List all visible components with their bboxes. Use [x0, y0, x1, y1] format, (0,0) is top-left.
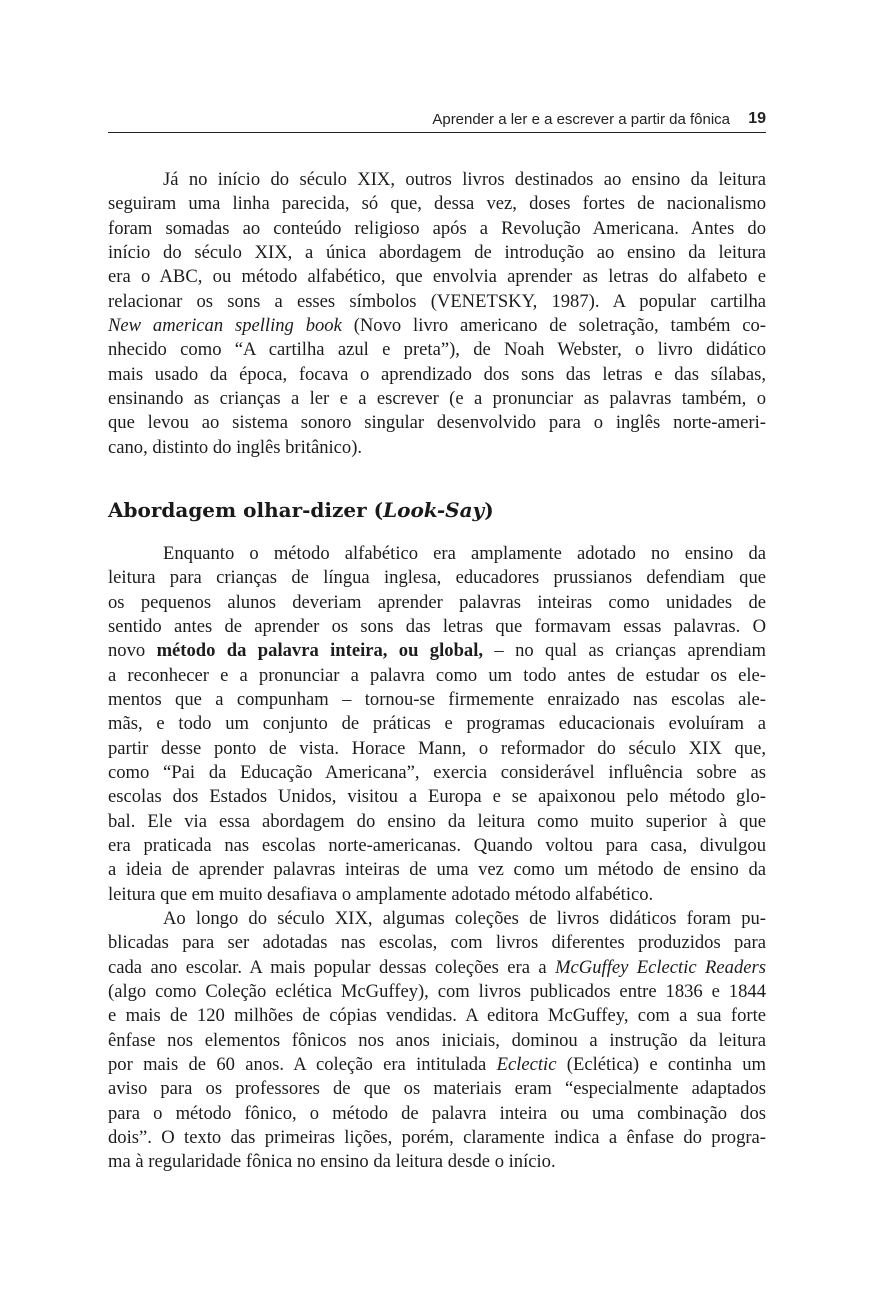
text-line: Enquanto o método alfabético era amplamente adotado no ensino da: [163, 543, 766, 564]
text-span: novo: [108, 640, 157, 662]
paragraph-intro: [108, 168, 766, 460]
bold-term: método da palavra inteira, ou global,: [156, 640, 484, 662]
text-line: como “Pai da Educação Americana”, exercia considerável influência sobre as: [108, 762, 766, 784]
text-line: e mais de 120 milhões de cópias vendidas. A editora McGuffey, com a sua forte: [108, 1005, 766, 1027]
text-line: ensinando as crianças a ler e a escrever (e a pronunciar as palavras também, o: [108, 388, 766, 410]
text-line: a ideia de aprender palavras inteiras de uma vez como um método de ensino da: [108, 859, 766, 881]
text-line: leitura para crianças de língua inglesa, educadores prussianos defendiam que: [108, 567, 766, 589]
text-line: sentido antes de aprender os sons das letras que formavam essas palavras. O: [108, 616, 766, 638]
text-line: Já no início do século XIX, outros livros destinados ao ensino da leitura: [163, 169, 766, 190]
text-span: cada ano escolar. A mais popular dessas coleções era a: [108, 956, 556, 978]
text-line: blicadas para ser adotadas nas escolas, com livros diferentes produzidos para: [108, 932, 766, 954]
text-line: mentos que a compunham – tornou-se firmemente enraizado nas escolas ale-: [108, 689, 766, 711]
text-line: [108, 956, 766, 980]
text-line: relacionar os sons a esses símbolos (VENETSKY, 1987). A popular cartilha: [108, 290, 766, 312]
book-title-italic: New american spelling book: [108, 315, 342, 337]
text-line: aviso para os professores de que os materiais eram “especialmente adaptados: [108, 1078, 766, 1100]
paragraph-look-say: [108, 542, 766, 907]
section-heading: [108, 498, 494, 522]
text-line: bal. Ele via essa abordagem do ensino da leitura como muito superior à que: [108, 810, 766, 832]
text-line: para o método fônico, o método de palavra inteira ou uma combinação dos: [108, 1102, 766, 1124]
text-span: (Eclética) e continha um: [556, 1054, 766, 1076]
text-line: nhecido como “A cartilha azul e preta”), de Noah Webster, o livro didático: [108, 339, 766, 361]
text-span: – no qual as crianças aprendiam: [483, 640, 766, 662]
text-line: dois”. O texto das primeiras lições, porém, claramente indica a ênfase do progra-: [108, 1127, 766, 1149]
text-line: cano, distinto do inglês britânico).: [108, 436, 363, 458]
paragraph-mcguffey: [108, 907, 766, 1175]
heading-italic: Look-Say: [383, 498, 485, 522]
text-line: início do século XIX, a única abordagem de introdução ao ensino da leitura: [108, 242, 766, 264]
text-span: (Novo livro americano de soletração, também co-: [341, 315, 767, 337]
text-line: ma à regularidade fônica no ensino da leitura desde o início.: [108, 1151, 556, 1173]
text-line: seguiram uma linha parecida, só que, dessa vez, doses fortes de nacionalismo: [108, 193, 766, 215]
running-header: [108, 108, 766, 133]
text-line: ênfase nos elementos fônicos nos anos iniciais, dominou a instrução da leitura: [108, 1029, 766, 1051]
text-line: leitura que em muito desafiava o amplamente adotado método alfabético.: [108, 883, 654, 905]
running-title: Aprender a ler e a escrever a partir da fônica: [432, 111, 730, 128]
text-line: era praticada nas escolas norte-americanas. Quando voltou para casa, divulgou: [108, 835, 766, 857]
text-line: a reconhecer e a pronunciar a palavra como um todo antes de estudar os ele-: [108, 664, 766, 686]
text-line: [108, 1053, 766, 1077]
heading-text: Abordagem olhar-dizer (: [108, 498, 384, 522]
text-line: mãs, e todo um conjunto de práticas e programas educacionais evoluíram a: [108, 713, 766, 735]
text-line: (algo como Coleção eclética McGuffey), com livros publicados entre 1836 e 1844: [108, 981, 766, 1003]
text-line: escolas dos Estados Unidos, visitou a Europa e se apaixonou pelo método glo-: [108, 786, 766, 808]
collection-title-italic: Eclectic: [496, 1054, 557, 1076]
book-title-italic: McGuffey Eclectic Readers: [555, 956, 766, 978]
heading-close: ): [484, 498, 494, 522]
text-line: foram somadas ao conteúdo religioso após a Revolução Americana. Antes do: [108, 217, 766, 239]
text-span: por mais de 60 anos. A coleção era intitulada: [108, 1054, 497, 1076]
text-line: partir desse ponto de vista. Horace Mann, o reformador do século XIX que,: [108, 737, 766, 759]
text-line: era o ABC, ou método alfabético, que envolvia aprender as letras do alfabeto e: [108, 266, 766, 288]
page-number: 19: [748, 110, 766, 127]
text-line: os pequenos alunos deveriam aprender palavras inteiras como unidades de: [108, 591, 766, 613]
text-line: Ao longo do século XIX, algumas coleções de livros didáticos foram pu-: [163, 908, 766, 929]
text-line: que levou ao sistema sonoro singular desenvolvido para o inglês norte-ameri-: [108, 412, 766, 434]
text-line: [108, 639, 766, 663]
text-line: mais usado da época, focava o aprendizado dos sons das letras e das sílabas,: [108, 363, 766, 385]
text-line: [108, 314, 766, 338]
